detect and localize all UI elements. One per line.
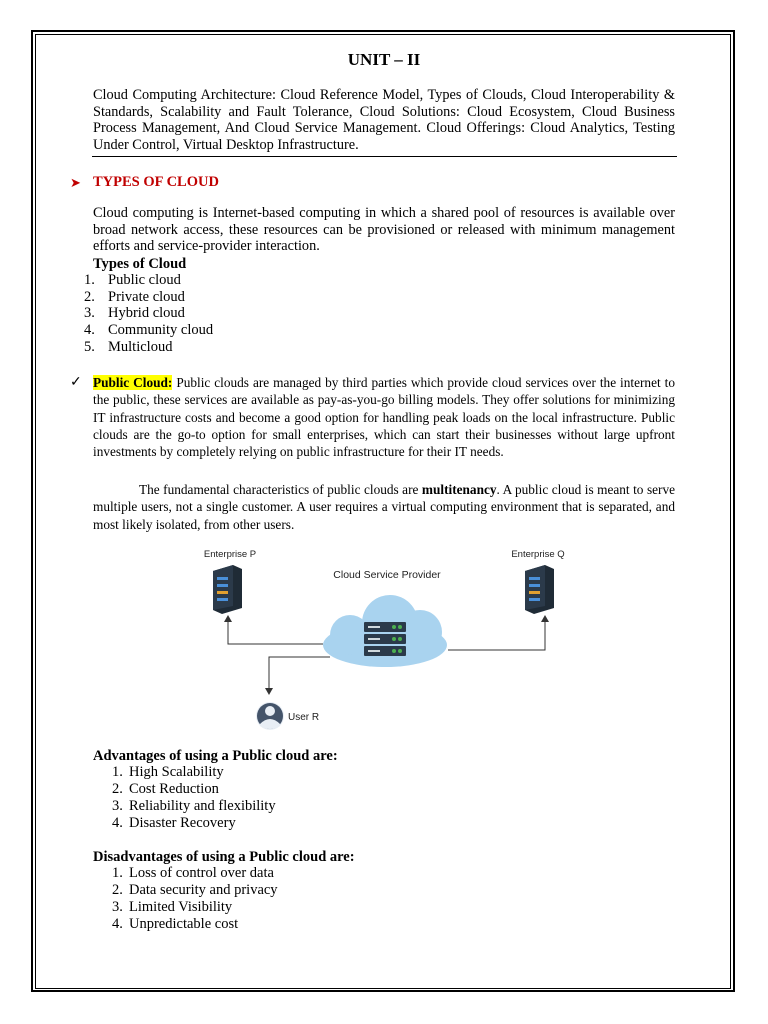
list-label: Loss of control over data: [129, 865, 274, 881]
list-number: 1.: [112, 865, 123, 881]
divider: [92, 156, 677, 157]
multitenancy-text-post: . A public cloud is meant to serve multiple users, not a single customer. A user requires a virtual computing environment that is separated, and most likely isolated, from other users.: [93, 482, 676, 532]
list-number: 2.: [112, 780, 123, 797]
list-label: Cost Reduction: [129, 780, 219, 797]
multitenancy-paragraph: [93, 481, 675, 533]
enterprise-q-label: Enterprise Q: [511, 549, 565, 560]
public-cloud-label: Public Cloud:: [93, 375, 173, 390]
intro-paragraph: Cloud computing is Internet-based computing in which a shared pool of resources is available over broad network access, these resources can be provisioned or released with minimum management efforts and service-provider interaction.: [93, 205, 675, 255]
disadvantages-heading: Disadvantages of using a Public cloud are:: [93, 849, 355, 865]
list-item: [112, 916, 278, 933]
list-number: 2.: [112, 881, 123, 898]
list-number: 2.: [84, 288, 95, 305]
list-label: Private cloud: [108, 288, 185, 305]
types-heading: Types of Cloud: [93, 256, 187, 272]
list-item: [84, 339, 213, 356]
list-item: [84, 272, 213, 289]
advantages-heading: Advantages of using a Public cloud are:: [93, 748, 338, 764]
list-label: Disaster Recovery: [129, 814, 236, 831]
list-label: Unpredictable cost: [129, 915, 239, 932]
multitenancy-term: multitenancy: [421, 482, 497, 497]
types-list: [84, 272, 213, 356]
list-label: Community cloud: [108, 322, 214, 339]
list-label: Hybrid cloud: [108, 305, 185, 322]
list-label: Data security and privacy: [129, 881, 278, 898]
list-number: 4.: [84, 322, 95, 339]
enterprise-p-label: Enterprise P: [203, 549, 257, 560]
server-p-icon: [213, 565, 242, 614]
list-label: High Scalability: [129, 764, 224, 780]
list-number: 1.: [112, 764, 123, 780]
list-item: [112, 815, 276, 832]
list-item: [112, 899, 278, 916]
list-label: Reliability and flexibility: [129, 797, 276, 814]
list-number: 4.: [112, 814, 123, 831]
section-heading: TYPES OF CLOUD: [93, 174, 219, 190]
cloud-server-icon: [364, 622, 406, 656]
list-number: 4.: [112, 915, 123, 932]
list-item: [84, 305, 213, 322]
list-number: 3.: [112, 797, 123, 814]
list-item: [112, 882, 278, 899]
list-number: 3.: [112, 898, 123, 915]
advantages-list: [112, 764, 276, 832]
disadvantages-list: [112, 865, 278, 933]
public-cloud-text: Public clouds are managed by third parties which provide cloud services over the internet to the public, these services are available as pay-as-you-go billing models. They offer solutions for minimizing IT infrastructure costs and become a good option for handling peak loads on the local infrastructure. Public clouds are the go-to option for small enterprises, which can start their businesses without large upfront investments by completely relying on public infrastructure for their IT needs.: [93, 375, 675, 460]
list-item: [112, 798, 276, 815]
provider-label: Cloud Service Provider: [333, 569, 441, 581]
multitenancy-text-pre: The fundamental characteristics of public clouds are: [139, 482, 422, 497]
user-avatar-icon: [256, 702, 284, 730]
public-cloud-diagram: [180, 540, 600, 740]
public-cloud-paragraph: [93, 374, 675, 460]
checkmark-icon: ✓: [70, 375, 82, 390]
list-label: Public cloud: [108, 272, 181, 288]
list-item: [112, 764, 276, 781]
list-item: [84, 289, 213, 306]
syllabus-text: Cloud Computing Architecture: Cloud Reference Model, Types of Clouds, Cloud Interoperability & Standards, Scalability and Fault Tolerance, Cloud Solutions: Cloud Ecosystem, Cloud Business Process Management, And Cloud Service Management. Cloud Offerings: Cloud Analytics, Testing Under Control, Virtual Desktop Infrastructure.: [93, 87, 675, 153]
list-item: [112, 781, 276, 798]
page-title: UNIT – II: [347, 50, 421, 69]
list-number: 5.: [84, 338, 95, 355]
server-q-icon: [525, 565, 554, 614]
user-label: User R: [288, 712, 320, 723]
arrow-bullet-icon: ➤: [70, 175, 81, 190]
list-item: [84, 322, 213, 339]
list-number: 1.: [84, 272, 95, 288]
list-label: Limited Visibility: [129, 898, 233, 915]
list-item: [112, 865, 278, 882]
list-label: Multicloud: [108, 338, 173, 355]
list-number: 3.: [84, 305, 95, 322]
